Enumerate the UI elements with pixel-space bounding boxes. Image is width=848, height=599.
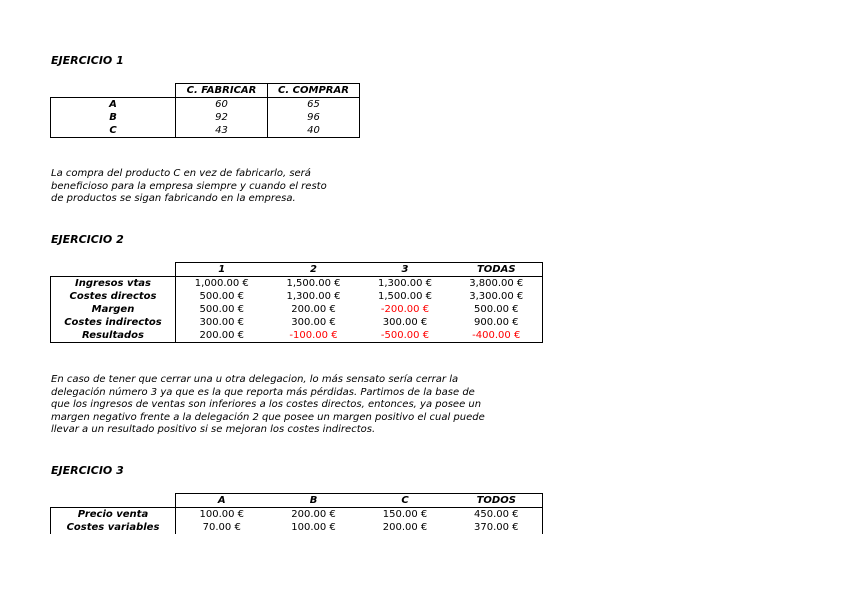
ex3-cell: 150.00 € bbox=[360, 508, 451, 522]
ex2-cell: 1,500.00 € bbox=[377, 291, 433, 302]
ex2-cell: 3,800.00 € bbox=[451, 277, 543, 291]
ex3-cell: 100.00 € bbox=[176, 508, 268, 522]
text-line: En caso de tener que cerrar una u otra delegacion, lo más sensato sería cerrar la bbox=[51, 374, 459, 385]
ex2-header: 2 bbox=[268, 263, 360, 277]
ex2-cell: 3,300.00 € bbox=[451, 290, 543, 303]
ex2-cell: 500.00 € bbox=[451, 303, 543, 316]
ex1-row-label: C bbox=[51, 124, 176, 138]
ex2-cell: 1,300.00 € bbox=[286, 291, 341, 302]
ex1-header-fabricar: C. FABRICAR bbox=[176, 84, 268, 98]
ex3-cell: 100.00 € bbox=[291, 522, 336, 533]
ex2-cell: 500.00 € bbox=[199, 291, 245, 302]
ex2-row-label: Costes directos bbox=[51, 290, 176, 303]
ex3-header: B bbox=[268, 494, 360, 508]
table-row bbox=[51, 277, 543, 291]
ex2-cell: -400.00 € bbox=[451, 329, 543, 343]
ex1-table bbox=[50, 83, 360, 138]
table-row bbox=[51, 290, 543, 303]
text-line: llevar a un resultado positivo si se mejoran los costes indirectos. bbox=[51, 424, 376, 436]
table-row bbox=[51, 329, 543, 343]
text-line: de productos se sigan fabricando en la empresa. bbox=[51, 193, 296, 205]
text-line: delegación número 3 ya que es la que reporta más pérdidas. Partimos de la base de bbox=[51, 386, 475, 398]
ex2-cell: 200.00 € bbox=[291, 304, 336, 315]
ex2-cell: 900.00 € bbox=[451, 316, 543, 329]
ex1-row-label: A bbox=[51, 98, 176, 112]
ex2-cell: 300.00 € bbox=[382, 317, 428, 328]
ex2-cell: 1,000.00 € bbox=[176, 277, 268, 291]
table-row bbox=[51, 124, 360, 138]
ex2-row-label: Costes indirectos bbox=[51, 316, 176, 329]
ex2-header: TODAS bbox=[451, 263, 543, 277]
ex2-title: EJERCICIO 2 bbox=[51, 233, 124, 246]
ex2-cell: 1,300.00 € bbox=[360, 277, 451, 291]
ex3-header: A bbox=[176, 494, 268, 508]
ex3-table-clip bbox=[50, 493, 543, 537]
ex3-row-label: Costes variables bbox=[51, 521, 176, 534]
ex1-header-comprar: C. COMPRAR bbox=[268, 84, 360, 98]
ex1-cell: 92 bbox=[176, 111, 268, 124]
ex1-cell: 60 bbox=[176, 98, 268, 112]
ex3-cell: 200.00 € bbox=[268, 508, 360, 522]
ex2-conclusion bbox=[51, 374, 485, 437]
ex2-row-label: Resultados bbox=[51, 329, 176, 343]
ex3-cell: 70.00 € bbox=[202, 522, 241, 533]
ex1-cell: 65 bbox=[268, 98, 360, 112]
ex3-title: EJERCICIO 3 bbox=[51, 464, 124, 477]
table-row bbox=[51, 111, 360, 124]
ex2-cell: 500.00 € bbox=[199, 304, 245, 315]
ex2-header: 3 bbox=[360, 263, 451, 277]
ex3-row-label: Precio venta bbox=[51, 508, 176, 522]
ex1-cell: 43 bbox=[176, 124, 268, 138]
table-row bbox=[51, 98, 360, 112]
ex2-cell: 300.00 € bbox=[199, 317, 245, 328]
ex2-cell: 1,500.00 € bbox=[268, 277, 360, 291]
ex2-cell: -100.00 € bbox=[268, 329, 360, 343]
ex1-title: EJERCICIO 1 bbox=[51, 54, 124, 67]
ex1-cell: 40 bbox=[268, 124, 360, 138]
ex2-header: 1 bbox=[176, 263, 268, 277]
text-line: que los ingresos de ventas son inferiores a los costes directos, entonces, ya posee un bbox=[51, 399, 482, 411]
ex1-cell: 96 bbox=[268, 111, 360, 124]
ex2-cell: 200.00 € bbox=[176, 329, 268, 343]
ex3-cell: 370.00 € bbox=[451, 521, 543, 534]
ex3-cell: 200.00 € bbox=[382, 522, 428, 533]
ex3-cell: 450.00 € bbox=[451, 508, 543, 522]
text-line: La compra del producto C en vez de fabricarlo, será bbox=[51, 168, 311, 179]
ex2-row-label: Margen bbox=[51, 303, 176, 316]
ex3-table bbox=[50, 493, 543, 534]
ex1-row-label: B bbox=[51, 111, 176, 124]
ex3-header: C bbox=[360, 494, 451, 508]
table-row bbox=[51, 303, 543, 316]
ex1-conclusion bbox=[51, 168, 327, 206]
table-row bbox=[51, 508, 543, 522]
ex2-cell: -200.00 € bbox=[380, 304, 430, 315]
table-row bbox=[51, 316, 543, 329]
ex2-row-label: Ingresos vtas bbox=[51, 277, 176, 291]
text-line: beneficioso para la empresa siempre y cuando el resto bbox=[51, 180, 327, 192]
table-row bbox=[51, 521, 543, 534]
text-line: margen negativo frente a la delegación 2 que posee un margen positivo el cual puede bbox=[51, 411, 485, 423]
ex3-header: TODOS bbox=[451, 494, 543, 508]
ex2-cell: 300.00 € bbox=[291, 317, 336, 328]
ex2-table bbox=[50, 262, 543, 343]
ex2-cell: -500.00 € bbox=[360, 329, 451, 343]
